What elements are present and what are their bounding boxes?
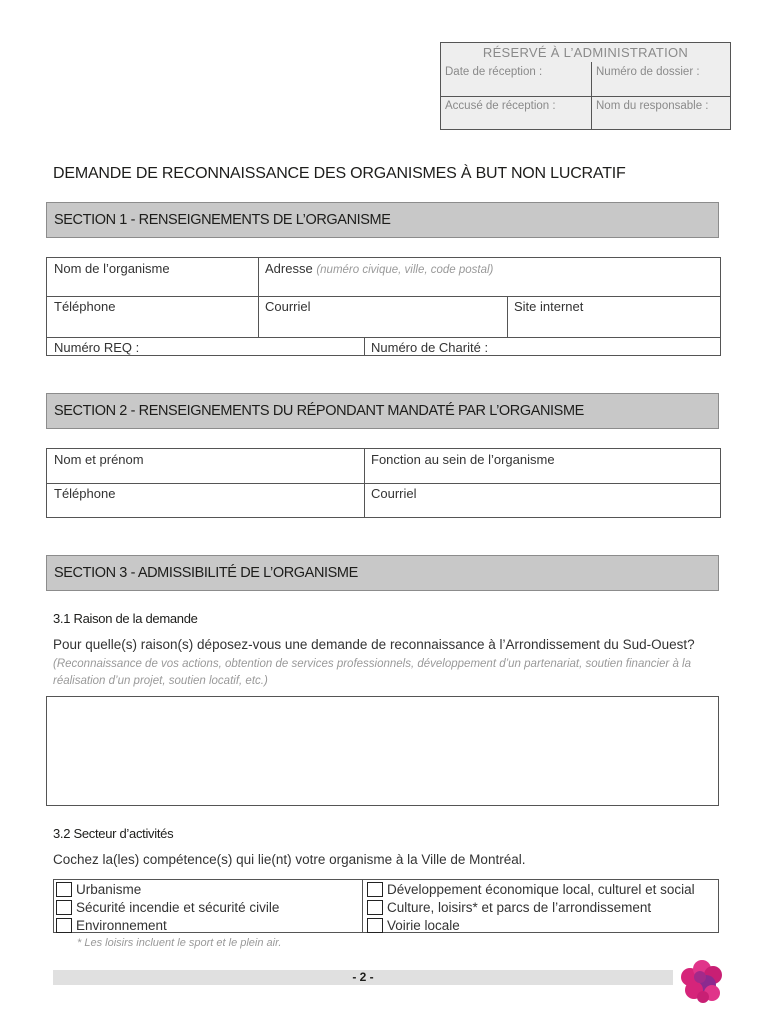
checkbox-label: Urbanisme bbox=[76, 881, 142, 897]
checkbox[interactable] bbox=[367, 882, 383, 897]
checkbox-label: Culture, loisirs* et parcs de l’arrondissement bbox=[387, 899, 652, 915]
table-divider bbox=[47, 296, 720, 297]
table-divider bbox=[47, 483, 720, 484]
adresse-hint: (numéro civique, ville, code postal) bbox=[316, 264, 494, 276]
checkbox-label: Sécurité incendie et sécurité civile bbox=[76, 899, 280, 915]
section-3-title: SECTION 3 - ADMISSIBILITÉ DE L’ORGANISME bbox=[54, 565, 358, 581]
table-divider bbox=[364, 337, 365, 356]
numero-req-field[interactable]: Numéro REQ : bbox=[54, 340, 140, 355]
section-1-table bbox=[46, 257, 721, 356]
adresse-field[interactable] bbox=[265, 261, 493, 278]
fonction-field[interactable]: Fonction au sein de l’organisme bbox=[371, 452, 555, 467]
checkbox-developpement[interactable] bbox=[367, 880, 695, 898]
nom-prenom-field[interactable]: Nom et prénom bbox=[54, 452, 144, 467]
checkbox[interactable] bbox=[367, 900, 383, 915]
logo-icon bbox=[676, 955, 726, 1005]
instruction-text: Cochez la(les) compétence(s) qui lie(nt) votre organisme à la Ville de Montréal. bbox=[53, 852, 526, 867]
checklist-divider bbox=[362, 880, 363, 932]
secteur-checklist bbox=[53, 879, 719, 933]
nom-organisme-field[interactable]: Nom de l’organisme bbox=[54, 261, 170, 276]
admin-title: RÉSERVÉ À L’ADMINISTRATION bbox=[482, 45, 689, 60]
subsection-3-1-title: 3.1 Raison de la demande bbox=[53, 611, 198, 626]
table-divider bbox=[47, 337, 720, 338]
document-title: DEMANDE DE RECONNAISSANCE DES ORGANISMES À BUT NON LUCRATIF bbox=[53, 165, 626, 182]
page-number: - 2 - bbox=[352, 970, 374, 984]
checkbox-voirie[interactable] bbox=[367, 916, 460, 934]
question-text: Pour quelle(s) raison(s) déposez-vous une demande de reconnaissance à l’Arrondissement du Sud-Ouest? bbox=[53, 637, 695, 652]
checkbox[interactable] bbox=[367, 918, 383, 933]
section-2-header bbox=[46, 393, 719, 429]
raison-textarea[interactable] bbox=[46, 696, 719, 806]
checkbox-label: Développement économique local, culturel et social bbox=[387, 881, 695, 897]
checkbox-securite[interactable] bbox=[56, 898, 279, 916]
adresse-label: Adresse bbox=[265, 261, 313, 276]
logo-blobs bbox=[681, 960, 722, 1003]
checkbox-urbanisme[interactable] bbox=[56, 880, 141, 898]
checkbox[interactable] bbox=[56, 918, 72, 933]
checkbox[interactable] bbox=[56, 882, 72, 897]
numero-dossier-field[interactable]: Numéro de dossier : bbox=[596, 66, 700, 78]
footnote: * Les loisirs incluent le sport et le plein air. bbox=[77, 937, 282, 949]
checkbox[interactable] bbox=[56, 900, 72, 915]
section-1-header bbox=[46, 202, 719, 238]
section-2-title: SECTION 2 - RENSEIGNEMENTS DU RÉPONDANT MANDATÉ PAR L’ORGANISME bbox=[54, 403, 584, 419]
section-3-header bbox=[46, 555, 719, 591]
checkbox-label: Environnement bbox=[76, 917, 167, 933]
question-hint-line-1: (Reconnaissance de vos actions, obtention de services professionnels, développement d’un partenariat, soutien financier à la bbox=[53, 658, 691, 670]
section-1-title: SECTION 1 - RENSEIGNEMENTS DE L’ORGANISME bbox=[54, 212, 391, 228]
subsection-3-2-title: 3.2 Secteur d’activités bbox=[53, 826, 174, 841]
accuse-reception-field[interactable]: Accusé de réception : bbox=[445, 100, 556, 112]
telephone-field[interactable]: Téléphone bbox=[54, 486, 116, 501]
question-hint-line-2: réalisation d’un projet, soutien locatif, etc.) bbox=[53, 675, 268, 687]
checkbox-culture[interactable] bbox=[367, 898, 651, 916]
numero-charite-field[interactable]: Numéro de Charité : bbox=[371, 340, 489, 355]
date-reception-field[interactable]: Date de réception : bbox=[445, 66, 543, 78]
table-divider bbox=[258, 258, 259, 337]
section-2-table bbox=[46, 448, 721, 518]
nom-responsable-field[interactable]: Nom du responsable : bbox=[596, 100, 709, 112]
footer-bar bbox=[53, 970, 673, 985]
courriel-field[interactable]: Courriel bbox=[371, 486, 417, 501]
telephone-field[interactable]: Téléphone bbox=[54, 299, 116, 314]
checkbox-label: Voirie locale bbox=[387, 917, 460, 933]
admin-box bbox=[440, 42, 731, 130]
checkbox-environnement[interactable] bbox=[56, 916, 167, 934]
courriel-field[interactable]: Courriel bbox=[265, 299, 311, 314]
table-divider bbox=[507, 296, 508, 337]
site-internet-field[interactable]: Site internet bbox=[514, 299, 584, 314]
